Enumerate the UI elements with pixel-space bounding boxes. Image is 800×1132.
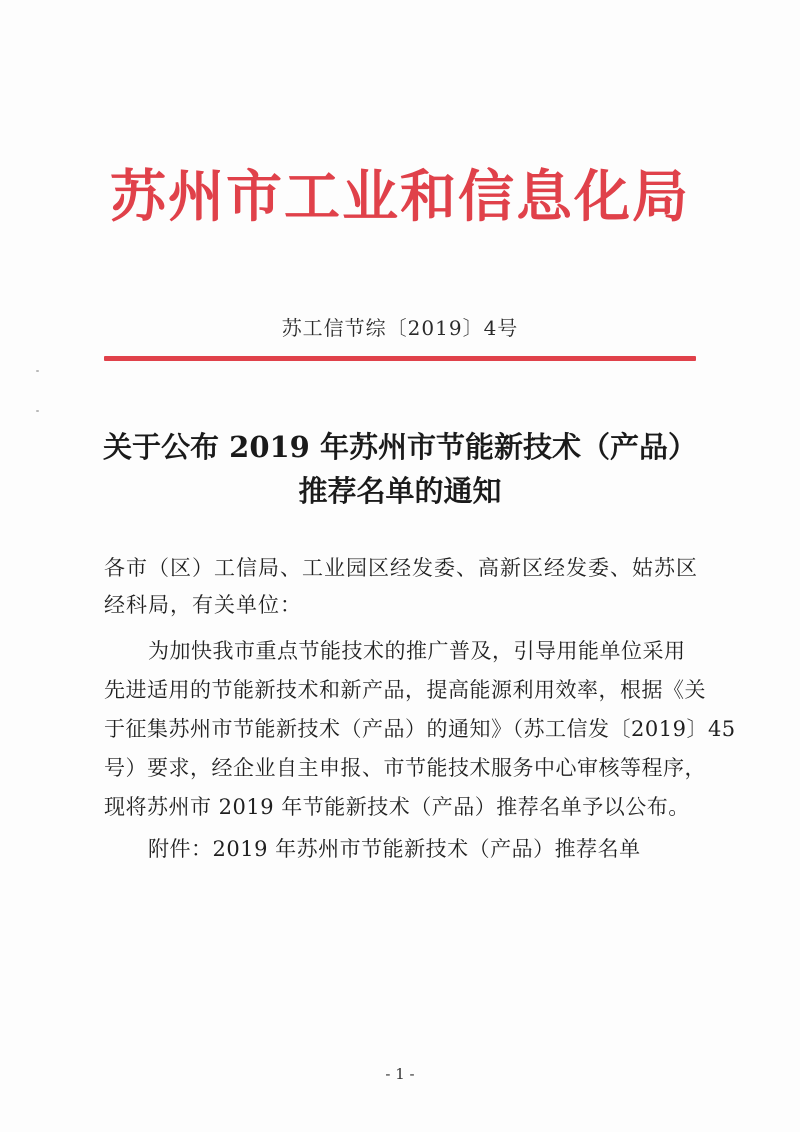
letterhead-red-divider xyxy=(104,356,696,361)
body-line: 为加快我市重点节能技术的推广普及，引导用能单位采用 xyxy=(148,639,686,663)
body-line: 先进适用的节能新技术和新产品，提高能源利用效率，根据《关 xyxy=(104,678,706,702)
letterhead-agency-title: 苏州市工业和信息化局 xyxy=(110,165,690,230)
body-line: 于征集苏州市节能新技术（产品）的通知》（苏工信发〔2019〕45 xyxy=(104,717,736,741)
body-line: 现将苏州市 2019 年节能新技术（产品）推荐名单予以公布。 xyxy=(104,795,690,819)
notice-title-line: 关于公布 2019 年苏州市节能新技术（产品） xyxy=(103,430,697,464)
scan-speck xyxy=(36,410,39,412)
attachment-line: 附件：2019 年苏州市节能新技术（产品）推荐名单 xyxy=(148,837,641,861)
notice-body xyxy=(104,632,736,827)
salutation-line: 各市（区）工信局、工业园区经发委、高新区经发委、姑苏区 xyxy=(104,556,698,580)
scan-speck xyxy=(36,370,39,372)
notice-title xyxy=(0,425,800,513)
salutation xyxy=(104,550,704,624)
page-number: - 1 - xyxy=(385,1065,415,1083)
salutation-line: 经科局，有关单位： xyxy=(104,593,302,617)
notice-title-line: 推荐名单的通知 xyxy=(298,474,502,508)
document-number: 苏工信节综〔2019〕4号 xyxy=(281,316,519,340)
body-line: 号）要求，经企业自主申报、市节能技术服务中心审核等程序， xyxy=(104,756,706,780)
